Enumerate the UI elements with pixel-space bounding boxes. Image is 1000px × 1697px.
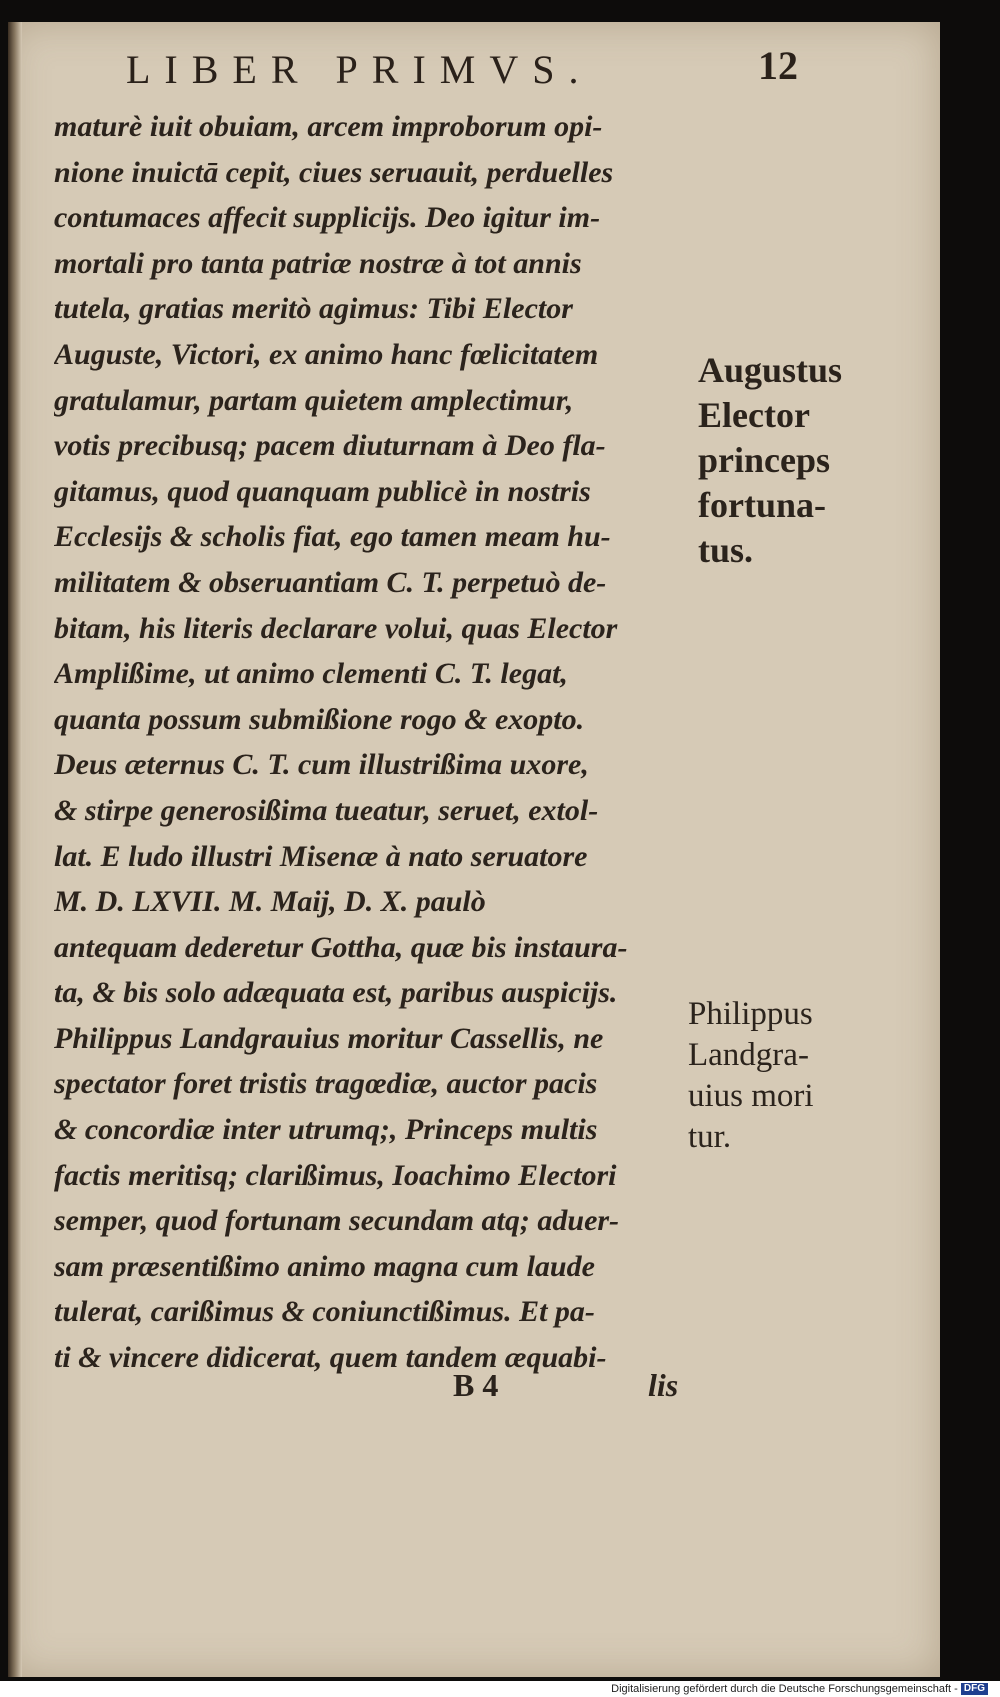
text-line: antequam dederetur Gottha, quæ bis instaura- [54, 930, 628, 964]
text-line: tulerat, carißimus & coniunctißimus. Et pa- [54, 1295, 595, 1329]
text-line: spectator foret tristis tragœdiæ, auctor pacis [54, 1067, 598, 1101]
book-page [8, 22, 940, 1677]
text-line: bitam, his literis declarare volui, quas Elector [54, 611, 618, 645]
marginal-line: tus. [698, 530, 754, 570]
text-line: maturè iuit obuiam, arcem improborum opi- [54, 110, 603, 143]
text-line: ta, & bis solo adæquata est, paribus auspicijs. [54, 976, 618, 1010]
text-line: lat. E ludo illustri Misenæ à nato seruatore [54, 839, 588, 873]
marginal-line: tur. [688, 1119, 732, 1155]
text-line: Ecclesijs & scholis fiat, ego tamen meam hu- [54, 520, 611, 554]
marginal-line: uius mori [688, 1078, 814, 1114]
text-line: Auguste, Victori, ex animo hanc fœlicitatem [54, 337, 599, 371]
marginal-line: Augustus [698, 350, 843, 390]
text-line: & stirpe generosißima tueatur, seruet, extol- [54, 793, 599, 827]
text-line: & concordiæ inter utrumq;, Princeps multis [54, 1113, 598, 1147]
marginal-line: Elector [698, 395, 810, 435]
signature-mark: B 4 [453, 1367, 499, 1403]
text-line: mortali pro tanta patriæ nostræ à tot annis [54, 246, 582, 280]
text-line: gratulamur, partam quietem amplectimur, [54, 383, 574, 417]
text-line: contumaces affecit supplicijs. Deo igitur im- [54, 201, 601, 235]
text-line: militatem & obseruantiam C. T. perpetuò de- [54, 565, 607, 599]
text-line: Amplißime, ut animo clementi C. T. legat, [54, 657, 568, 691]
marginal-line: princeps [698, 440, 831, 480]
signature-line [8, 1367, 940, 1417]
main-text-block [54, 104, 694, 1381]
text-line: gitamus, quod quanquam publicè in nostris [54, 474, 591, 508]
marginal-note-philippus [688, 994, 814, 1158]
text-line: quanta possum submißione rogo & exopto. [54, 702, 585, 736]
text-line: semper, quod fortunam secundam atq; aduer- [54, 1204, 620, 1238]
text-line: Deus æternus C. T. cum illustrißima uxore, [54, 748, 589, 782]
text-line: sam præsentißimo animo magna cum laude [54, 1249, 595, 1283]
text-line: nione inuictā cepit, ciues seruauit, perduelles [54, 155, 614, 189]
catchword: lis [648, 1367, 679, 1403]
text-line: factis meritisq; clarißimus, Ioachimo Electori [54, 1158, 617, 1192]
footer-credit [611, 1683, 1000, 1695]
marginal-line: Philippus [688, 996, 813, 1032]
page-gutter-edge [8, 22, 22, 1677]
text-line: ti & vincere didicerat, quem tandem æquabi- [54, 1341, 607, 1375]
text-line: M. D. LXVII. M. Maij, D. X. paulò [54, 885, 486, 919]
text-line: tutela, gratias meritò agimus: Tibi Elector [54, 292, 573, 326]
marginal-line: fortuna- [698, 485, 826, 525]
text-line: votis precibusq; pacem diuturnam à Deo fla- [54, 429, 606, 463]
footer-credit-text: Digitalisierung gefördert durch die Deutsche Forschungsgemeinschaft - [611, 1683, 958, 1695]
running-title: LIBER PRIMVS. [126, 47, 593, 92]
text-line: Philippus Landgrauius moritur Cassellis, ne [54, 1021, 604, 1055]
marginal-note-augustus [698, 348, 842, 573]
digitization-footer [0, 1681, 1000, 1697]
folio-number: 12 [758, 43, 798, 88]
page-header [8, 40, 940, 100]
marginal-line: Landgra- [688, 1037, 809, 1073]
dfg-logo-icon: DFG [961, 1683, 988, 1695]
